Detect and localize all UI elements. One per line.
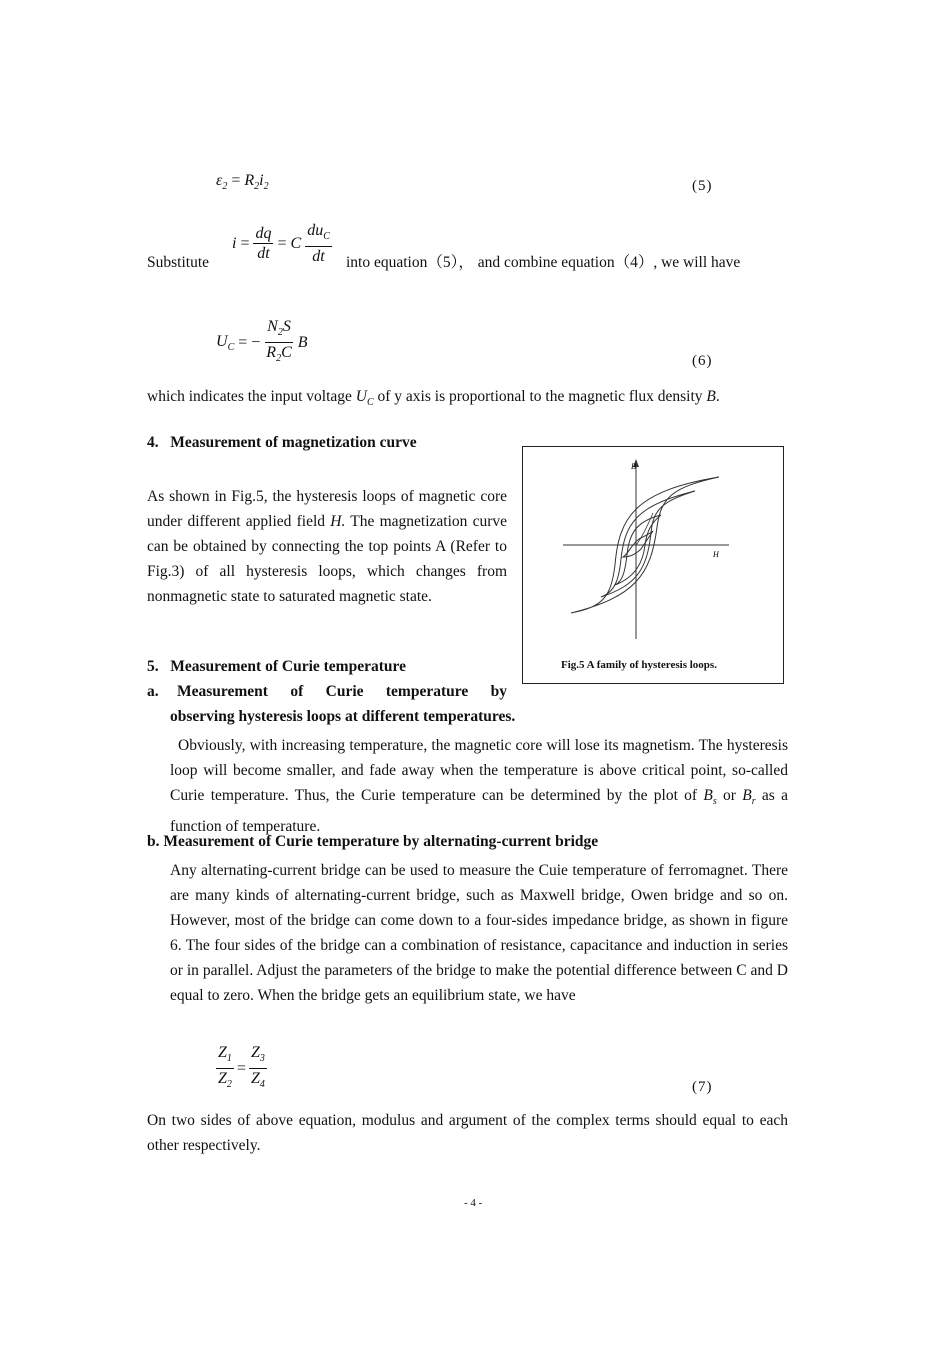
duc-dt-fraction bbox=[305, 221, 332, 266]
equation-6-number: (6) bbox=[692, 353, 713, 369]
n2s-r2c-fraction bbox=[264, 317, 293, 368]
axis-h-label: H bbox=[713, 550, 719, 559]
section-5a-heading-line-1: Measurement of Curie temperature by bbox=[177, 683, 507, 700]
substitute-tail: into equation（5）， and combine equation（4）, we will have bbox=[346, 254, 741, 271]
section-5-heading: 5. Measurement of Curie temperature bbox=[147, 658, 406, 675]
b-symbol: B bbox=[297, 333, 308, 351]
equation-5-number: (5) bbox=[692, 178, 713, 194]
br-symbol: B bbox=[742, 787, 752, 804]
indicates-paragraph bbox=[147, 384, 720, 415]
eq5-lhs-sub: 2 bbox=[222, 181, 228, 193]
inner-loop bbox=[623, 531, 653, 557]
figure-5-caption: Fig.5 A family of hysteresis loops. bbox=[561, 659, 717, 671]
uc-sub: C bbox=[227, 341, 235, 353]
section-5a-paragraph bbox=[170, 733, 788, 839]
section-5a-label: a. bbox=[147, 683, 159, 700]
equation-5: $\varepsilon_2 = R_2i_2$ bbox=[216, 172, 269, 193]
s-symbol: S bbox=[282, 318, 291, 335]
eq5-i: i bbox=[259, 172, 264, 189]
z4: Z bbox=[250, 1070, 260, 1088]
h-symbol: H. bbox=[330, 513, 346, 530]
br-sub: r bbox=[751, 796, 756, 808]
r-sub: 2 bbox=[276, 353, 282, 365]
bs-symbol: B bbox=[703, 787, 713, 804]
c-symbol: C bbox=[281, 344, 292, 362]
equation-7-number: (7) bbox=[692, 1079, 713, 1095]
z3: Z bbox=[250, 1044, 260, 1061]
bs-sub: s bbox=[712, 796, 717, 808]
loop-2 bbox=[601, 491, 695, 597]
z3-z4-fraction bbox=[249, 1043, 267, 1094]
z2-sub: 2 bbox=[226, 1079, 232, 1091]
z1-sub: 1 bbox=[226, 1053, 232, 1065]
figure-5 bbox=[522, 446, 784, 684]
uc-inline: U bbox=[355, 388, 367, 405]
z1-z2-fraction bbox=[216, 1043, 234, 1094]
uc-inline-sub: C bbox=[366, 397, 374, 409]
r-symbol: R bbox=[266, 344, 277, 362]
eq5-i-sub: 2 bbox=[263, 181, 269, 193]
equation-6: $U_C$ = − $\frac{N_2S}{R_2C}$ B bbox=[216, 317, 308, 368]
indicates-end: . bbox=[715, 388, 720, 405]
dt: dt bbox=[257, 245, 270, 263]
n-symbol: N bbox=[267, 318, 278, 335]
substitute-word: Substitute bbox=[147, 254, 210, 271]
equation-7: $\frac{Z_1}{Z_2}$ = $\frac{Z_3}{Z_4}$ bbox=[216, 1043, 267, 1094]
or-word: or bbox=[716, 787, 743, 804]
dq-dt-fraction bbox=[253, 224, 273, 263]
dt: dt bbox=[312, 248, 325, 266]
b-inline: B bbox=[706, 388, 716, 405]
section-4-heading: 4. Measurement of magnetization curve bbox=[147, 434, 417, 451]
n-sub: 2 bbox=[277, 327, 283, 339]
section-5a-text-2: as a function of temperature. bbox=[170, 787, 788, 836]
z3-sub: 3 bbox=[259, 1053, 265, 1065]
duc-sub: C bbox=[323, 231, 330, 243]
section-5a-heading-line-2: observing hysteresis loops at different temperatures. bbox=[170, 708, 516, 725]
hysteresis-loops-plot bbox=[523, 447, 783, 683]
eq5-r: R bbox=[244, 172, 255, 189]
closing-paragraph: On two sides of above equation, modulus and argument of the complex terms should equal to each other respectively. bbox=[147, 1112, 788, 1154]
indicates-mid: of y axis is proportional to the magnetic flux density bbox=[373, 388, 707, 405]
section-4-text-1: As shown in Fig.5, the hysteresis loops of magnetic core under different applied field bbox=[147, 488, 507, 530]
z2: Z bbox=[218, 1070, 227, 1088]
indicates-pre: which indicates the input voltage bbox=[147, 388, 356, 405]
epsilon-symbol: ε bbox=[216, 172, 223, 189]
z1: Z bbox=[218, 1044, 227, 1061]
axis-b-label: B bbox=[631, 462, 636, 471]
section-5b-heading: b. Measurement of Curie temperature by alternating-current bridge bbox=[147, 833, 599, 850]
capacitance-symbol: C bbox=[290, 234, 302, 252]
duc: du bbox=[307, 222, 324, 239]
page-number: - 4 - bbox=[464, 1197, 483, 1209]
section-4-paragraph bbox=[147, 484, 507, 609]
uc-symbol: U bbox=[216, 332, 228, 350]
z4-sub: 4 bbox=[259, 1079, 265, 1091]
substitute-formula: i = $\frac{dq}{dt}$ = C $\frac{du_C}{dt}$ bbox=[232, 222, 330, 266]
section-4-text-2: The magnetization curve can be obtained by connecting the top points A (Refer to Fig.3) of all hysteresis loops, which changes from nonmagnetic state to saturated magnetic state. bbox=[147, 513, 507, 605]
eq5-r-sub: 2 bbox=[254, 181, 260, 193]
dq: dq bbox=[255, 225, 272, 243]
current-symbol: i bbox=[232, 234, 237, 252]
section-5a-text-1: Obviously, with increasing temperature, the magnetic core will lose its magnetism. The hysteresis loop will become smaller, and fade away when the temperature is above critical point, so-called Curie temperature. Thus, the Curie temperature can be determined by the plot of bbox=[170, 737, 788, 804]
section-5b-paragraph: Any alternating-current bridge can be used to measure the Cuie temperature of ferromagnet. There are many kinds of alternating-current bridge, such as Maxwell bridge, Owen bridge and so on. However, most of the bridge can come down to a four-sides impedance bridge, as shown in figure 6. The four sides of the bridge can a combination of resistance, capacitance and induction in series or in parallel. Adjust the parameters of the bridge to make the potential difference between C and D equal to zero. When the bridge gets an equilibrium state, we have bbox=[170, 862, 788, 1004]
